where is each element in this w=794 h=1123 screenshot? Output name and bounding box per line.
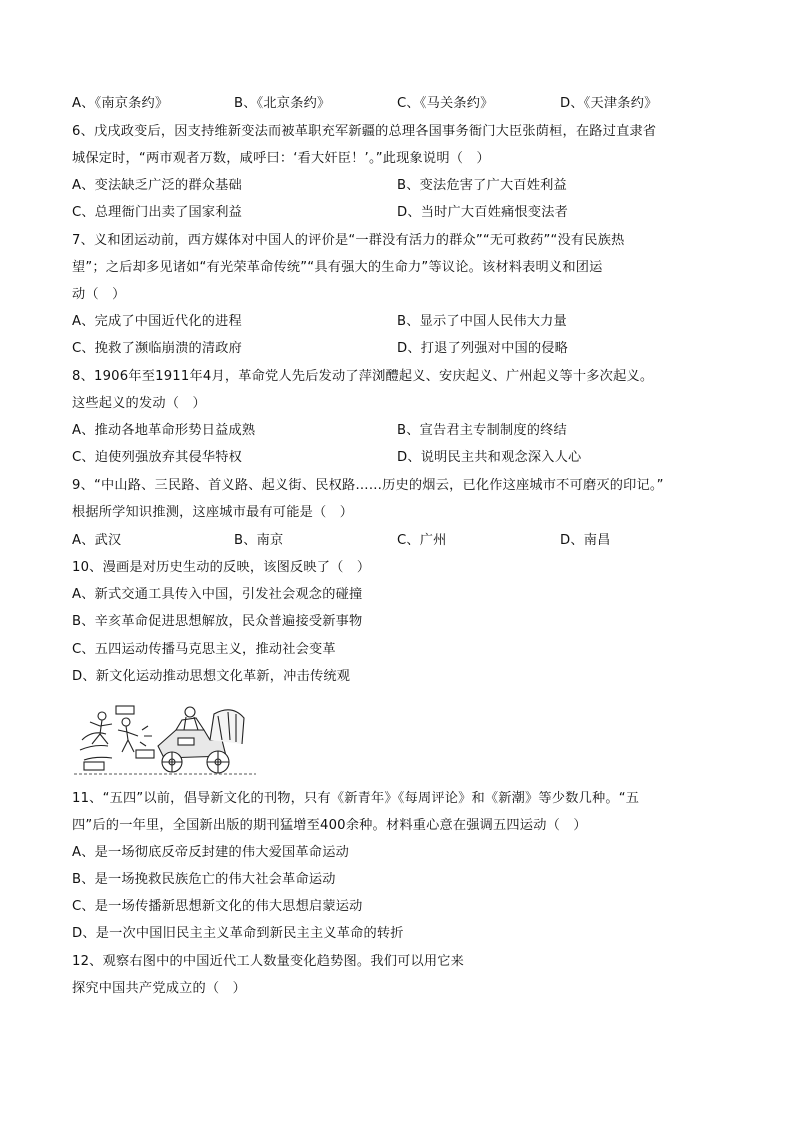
q6-option-c[interactable]: C、总理衙门出卖了国家利益 xyxy=(72,205,243,220)
q7-option-c[interactable]: C、挽救了濒临崩溃的清政府 xyxy=(72,341,243,356)
q6-options-row2 xyxy=(72,203,722,223)
q9-options xyxy=(72,531,722,551)
q9-stem-line1: 9、“中山路、三民路、首义路、起义街、民权路……历史的烟云，已化作这座城市不可磨灭的印记。” xyxy=(72,478,664,493)
q7-stem-line1: 7、义和团运动前，西方媒体对中国人的评价是“一群没有活力的群众”“无可救药”“没有民族热 xyxy=(72,233,625,248)
q8-option-a[interactable]: A、推动各地革命形势日益成熟 xyxy=(72,423,256,438)
q7-stem-line3: 动（ ） xyxy=(72,287,126,302)
q8-options-row1 xyxy=(72,421,722,441)
q7-options-row2 xyxy=(72,339,722,359)
q6-stem-line1: 6、戊戌政变后，因支持维新变法而被革职充军新疆的总理各国事务衙门大臣张荫桓，在路过直隶省 xyxy=(72,124,657,139)
q11-option-c[interactable]: C、是一场传播新思想新文化的伟大思想启蒙运动 xyxy=(72,899,363,914)
q6-option-b[interactable]: B、变法危害了广大百姓利益 xyxy=(397,178,567,193)
q9-option-a[interactable]: A、武汉 xyxy=(72,533,122,548)
q11-option-b[interactable]: B、是一场挽救民族危亡的伟大社会革命运动 xyxy=(72,872,336,887)
q5-option-b[interactable]: B、《北京条约》 xyxy=(234,96,331,111)
q8-stem-line2: 这些起义的发动（ ） xyxy=(72,396,206,411)
q8-options-row2 xyxy=(72,448,722,468)
q9-option-d[interactable]: D、南昌 xyxy=(560,533,611,548)
q5-options xyxy=(72,94,722,114)
q10-option-c[interactable]: C、五四运动传播马克思主义，推动社会变革 xyxy=(72,642,336,657)
q10-option-a[interactable]: A、新式交通工具传入中国，引发社会观念的碰撞 xyxy=(72,587,363,602)
q12-stem-line1: 12、观察右图中的中国近代工人数量变化趋势图。我们可以用它来 xyxy=(72,954,465,969)
q8-option-d[interactable]: D、说明民主共和观念深入人心 xyxy=(397,450,582,465)
q5-option-d[interactable]: D、《天津条约》 xyxy=(560,96,658,111)
q5-option-c[interactable]: C、《马关条约》 xyxy=(397,96,494,111)
q11-stem-line1: 11、“五四”以前，倡导新文化的刊物，只有《新青年》《每周评论》和《新潮》等少数几种。“五 xyxy=(72,791,640,806)
q5-option-a[interactable]: A、《南京条约》 xyxy=(72,96,169,111)
q9-option-c[interactable]: C、广州 xyxy=(397,533,447,548)
q8-option-c[interactable]: C、迫使列强放弃其侵华特权 xyxy=(72,450,243,465)
q7-option-d[interactable]: D、打退了列强对中国的侵略 xyxy=(397,341,569,356)
q11-option-a[interactable]: A、是一场彻底反帝反封建的伟大爱国革命运动 xyxy=(72,845,349,860)
q8-stem-line1: 8、1906年至1911年4月，革命党人先后发动了萍浏醴起义、安庆起义、广州起义等十多次起义。 xyxy=(72,369,654,384)
q10-option-d[interactable]: D、新文化运动推动思想文化革新，冲击传统观 xyxy=(72,669,351,684)
q10-option-b[interactable]: B、辛亥革命促进思想解放，民众普遍接受新事物 xyxy=(72,614,363,629)
q6-option-a[interactable]: A、变法缺乏广泛的群众基础 xyxy=(72,178,242,193)
q9-option-b[interactable]: B、南京 xyxy=(234,533,284,548)
q7-options-row1 xyxy=(72,312,722,332)
q10-stem: 10、漫画是对历史生动的反映，该图反映了（ ） xyxy=(72,560,371,575)
q11-stem-line2: 四”后的一年里，全国新出版的期刊猛增至400余种。材料重心意在强调五四运动（ ） xyxy=(72,818,587,833)
q7-option-a[interactable]: A、完成了中国近代化的进程 xyxy=(72,314,242,329)
q6-option-d[interactable]: D、当时广大百姓痛恨变法者 xyxy=(397,205,569,220)
q8-option-b[interactable]: B、宣告君主专制制度的终结 xyxy=(397,423,567,438)
q6-options-row1 xyxy=(72,176,722,196)
q9-stem-line2: 根据所学知识推测，这座城市最有可能是（ ） xyxy=(72,505,354,520)
cartoon-illustration xyxy=(72,700,258,780)
q6-stem-line2: 城保定时，“两市观者万数，咸呼曰：‘看大奸臣！’。”此现象说明（ ） xyxy=(72,151,490,166)
q7-stem-line2: 望”；之后却多见诸如“有光荣革命传统”“具有强大的生命力”等议论。该材料表明义和团运 xyxy=(72,260,603,275)
q11-option-d[interactable]: D、是一次中国旧民主主义革命到新民主主义革命的转折 xyxy=(72,926,404,941)
q12-stem-line2: 探究中国共产党成立的（ ） xyxy=(72,981,247,996)
q7-option-b[interactable]: B、显示了中国人民伟大力量 xyxy=(397,314,567,329)
